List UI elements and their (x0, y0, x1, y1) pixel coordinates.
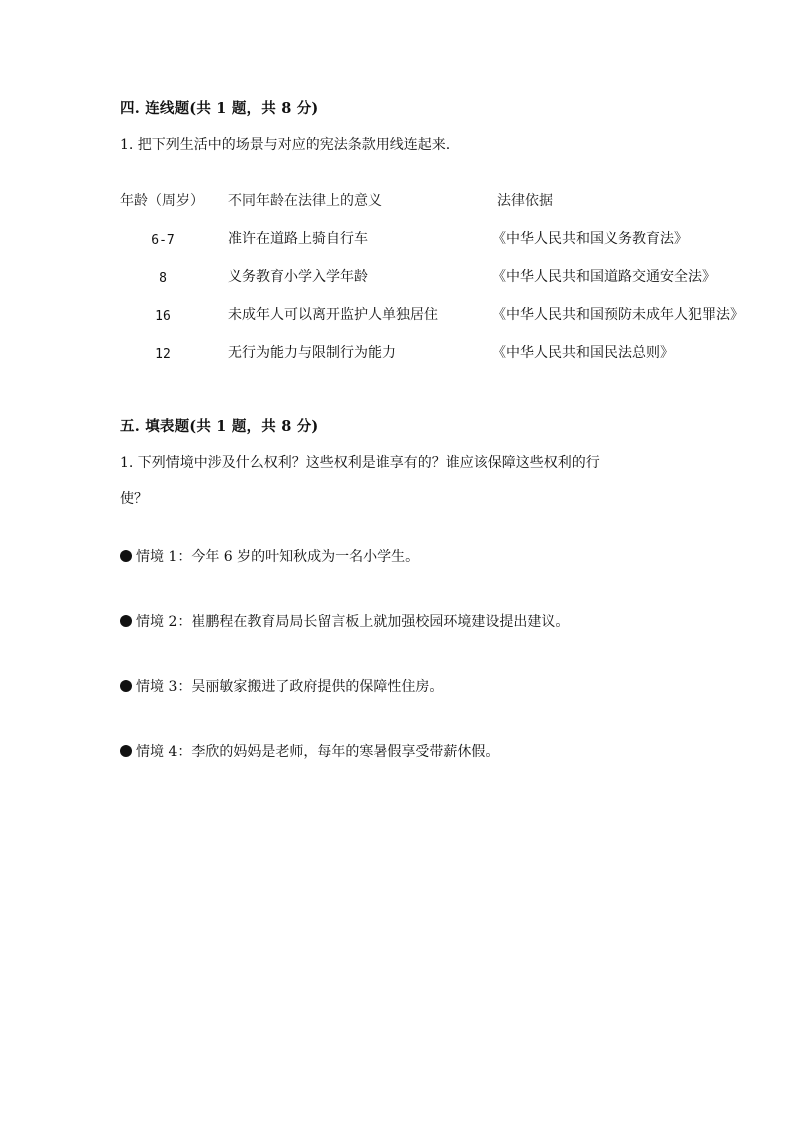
header-meaning: 不同年龄在法律上的意义 (228, 193, 382, 209)
scenario-item (120, 611, 569, 631)
scenario-text: 情境 1：今年 6 岁的叶知秋成为一名小学生。 (136, 549, 420, 565)
row-meaning: 准许在道路上骑自行车 (228, 231, 368, 247)
section5-question-line2: 使？ (120, 491, 148, 507)
scenario-text: 情境 4：李欣的妈妈是老师，每年的寒暑假享受带薪休假。 (136, 744, 500, 760)
section5-question-line1: 1. 下列情境中涉及什么权利？这些权利是谁享有的？谁应该保障这些权利的行 (120, 455, 600, 471)
bullet-icon (120, 745, 132, 757)
bullet-icon (120, 550, 132, 562)
row-age: 16 (155, 309, 171, 324)
header-age: 年龄（周岁） (120, 193, 204, 209)
row-meaning: 义务教育小学入学年龄 (228, 269, 368, 285)
row-basis: 《中华人民共和国道路交通安全法》 (492, 269, 716, 285)
row-basis: 《中华人民共和国预防未成年人犯罪法》 (492, 307, 744, 323)
scenario-item (120, 741, 499, 761)
header-basis: 法律依据 (497, 193, 553, 209)
scenario-item (120, 676, 443, 696)
bullet-icon (120, 615, 132, 627)
section4-title: 四. 连线题(共 1 题，共 8 分) (120, 100, 319, 117)
scenario-item (120, 546, 419, 566)
row-age: 8 (159, 271, 167, 286)
scenario-text: 情境 2：崔鹏程在教育局局长留言板上就加强校园环境建设提出建议。 (136, 614, 570, 630)
row-basis: 《中华人民共和国义务教育法》 (492, 231, 688, 247)
bullet-icon (120, 680, 132, 692)
row-age: 6-7 (151, 233, 175, 248)
section4-question: 1. 把下列生活中的场景与对应的宪法条款用线连起来. (120, 137, 451, 153)
row-meaning: 未成年人可以离开监护人单独居住 (228, 307, 438, 323)
section5-title: 五. 填表题(共 1 题，共 8 分) (120, 418, 319, 435)
scenario-text: 情境 3：吴丽敏家搬进了政府提供的保障性住房。 (136, 679, 444, 695)
row-age: 12 (155, 347, 171, 362)
row-basis: 《中华人民共和国民法总则》 (492, 345, 674, 361)
row-meaning: 无行为能力与限制行为能力 (228, 345, 396, 361)
